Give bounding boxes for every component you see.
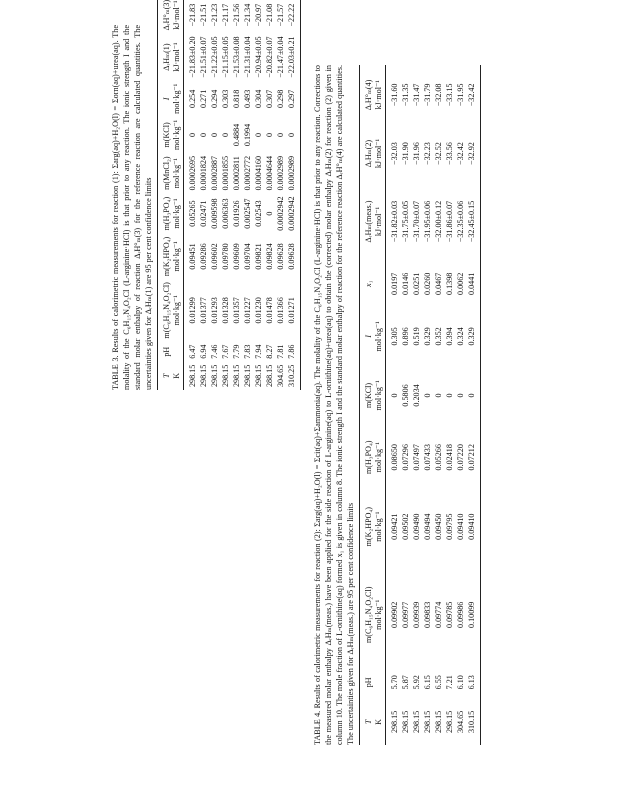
table4-cell: 0.02418 (445, 444, 454, 471)
table4-cell: −31.79 (423, 83, 432, 107)
table3-cell: 0 (221, 132, 230, 137)
table3-cell: 7.67 (221, 344, 230, 359)
table3-col-header: I (158, 81, 172, 117)
table3-cell: 0.303 (221, 89, 230, 108)
table3-cell: 0 (199, 132, 208, 137)
table3-cell: −20.94±0.05 (254, 36, 263, 78)
table3-cell: 298.15 (221, 364, 230, 387)
table3-cell: −21.83±0.20 (188, 36, 197, 78)
table3-cell: 298.15 (210, 364, 219, 387)
table3-cell: 0.01271 (286, 279, 301, 341)
table4-cell: 0.09421 (390, 513, 399, 540)
table3-cell: 0.493 (243, 89, 252, 108)
table3-cell: −21.51±0.07 (199, 36, 208, 78)
table4-cell: −33.56 (445, 142, 454, 165)
table3-col-unit: kJ·mol⁻¹ (171, 0, 184, 33)
table4-col-unit (373, 261, 386, 307)
table4-cell: 298.15 (445, 710, 454, 734)
table3-col-unit (171, 342, 184, 362)
table3-cell: 7.79 (232, 344, 241, 359)
table4-cell: 6.10 (456, 675, 465, 690)
table4-row (466, 65, 481, 745)
table3-cell: 0.818 (232, 89, 241, 108)
table4-cell: 0.09410 (456, 513, 465, 540)
table3-cell: −20.97 (254, 3, 263, 27)
table4-cell: 0 (445, 393, 454, 398)
table3-cell: 0.297 (286, 81, 301, 117)
table3-cell: 0.271 (199, 89, 208, 108)
table3-cell: 0.294 (210, 89, 219, 108)
table3-col-unit: mol·kg⁻¹ (171, 81, 184, 117)
table3-row (264, 0, 275, 390)
table4-cell: 0.09977 (401, 601, 410, 628)
table3-cell: 0 (265, 211, 274, 216)
table3-cell: 0.0001824 (199, 155, 208, 191)
table4-cell: 5.92 (412, 675, 421, 690)
table4-cell: 0.09795 (445, 513, 454, 540)
table3-header-row (158, 0, 172, 390)
table3-cell: 0.0002942 (276, 196, 285, 231)
table4-cell: 5.87 (401, 675, 410, 690)
table3-cell: −21.53±0.08 (232, 36, 241, 78)
table3-cell: 0.4884 (232, 123, 241, 147)
table4-cell: 0.1398 (445, 272, 454, 295)
table3-cell: 0.01377 (199, 297, 208, 324)
table3-body (184, 0, 301, 390)
table4-col-header: T (360, 699, 374, 745)
table3-cell: 0.05265 (188, 200, 197, 227)
table3-cell: 0 (254, 132, 263, 137)
table4-col-unit: mol·kg⁻¹ (373, 366, 386, 425)
table3-col-unit: mol·kg⁻¹ (171, 234, 184, 279)
table3-cell: 7.46 (210, 344, 219, 359)
table3-cell: 0.0004160 (254, 155, 263, 191)
table3-col-header: m(C₆H₁₅N₄O₂Cl) (158, 279, 172, 341)
table4-cell: −31.95 (456, 83, 465, 107)
table4-cell: 298.15 (434, 710, 443, 734)
table3-cell: 0.01926 (232, 200, 241, 227)
table4-cell: −31.96 (412, 142, 421, 165)
table3-cell: 310.25 (286, 362, 301, 390)
table3-cell: 8.27 (265, 344, 274, 359)
table4-cell: 0.0260 (423, 272, 432, 295)
table3 (157, 0, 301, 390)
table4-cell: 0.07212 (466, 425, 481, 490)
table3-col-unit: mol·kg⁻¹ (171, 117, 184, 153)
table3-cell: 0 (188, 132, 197, 137)
table4-col-unit: kJ·mol⁻¹ (373, 182, 386, 260)
table3-row (184, 0, 199, 390)
table3-cell: 0.01478 (265, 297, 274, 324)
table4-cell: −31.90 (401, 142, 410, 165)
table3-row (253, 0, 264, 390)
table4-cell: 0.05266 (434, 444, 443, 471)
table3-cell: −21.08 (265, 3, 274, 27)
table3-col-header: m(H₃PO₄) (158, 193, 172, 233)
table3-row (242, 0, 253, 390)
table4-row (411, 65, 422, 745)
table4-cell: 0.10099 (466, 564, 481, 666)
table4-col-unit: mol·kg⁻¹ (373, 307, 386, 366)
table3-cell: 0.0002887 (210, 155, 219, 191)
table4-row (455, 65, 466, 745)
table3-col-header: m(K₂HPO₄) (158, 234, 172, 279)
table3-cell: −21.22±0.05 (210, 36, 219, 78)
table4-col-unit: mol·kg⁻¹ (373, 490, 386, 564)
table4-cell: −32.42 (456, 142, 465, 165)
table3-col-unit: mol·kg⁻¹ (171, 153, 184, 193)
table3-cell: 7.83 (243, 344, 252, 359)
table3-cell: 0.01227 (243, 297, 252, 324)
table4-col-header: ΔᵣHₘ(2) (360, 125, 374, 183)
table4-cell: −31.82±0.03 (390, 200, 399, 243)
table3-cell: 0.0002989 (276, 155, 285, 191)
table4-col-unit: mol·kg⁻¹ (373, 564, 386, 666)
table3-cell: 0.01357 (232, 297, 241, 324)
table3-unit-row (171, 0, 184, 390)
table3-cell: 0.02543 (254, 200, 263, 227)
table4-col-header: pH (360, 666, 374, 699)
table4-col-header: m(C₆H₁₅N₄O₂Cl) (360, 564, 374, 666)
table4-cell: 0.324 (456, 327, 465, 346)
table3-cell: 0.02471 (199, 200, 208, 227)
table3-cell: 0.0002695 (188, 155, 197, 191)
table4-cell: 0.519 (412, 327, 421, 346)
table3-cell: 0.01293 (210, 297, 219, 324)
table3-cell: 0.09609 (232, 243, 241, 270)
table3-cell: 6.47 (188, 344, 197, 359)
table4-cell: 0.07296 (401, 444, 410, 471)
table3-cell: 0 (210, 132, 219, 137)
table3-cell: 298.15 (199, 364, 208, 387)
table3-cell: 288.15 (265, 364, 274, 387)
table3-col-unit: K (171, 362, 184, 390)
table3-cell: 0 (265, 132, 274, 137)
table3-col-header: ΔᵣHₘ(1) (158, 33, 172, 80)
table3-cell: 0.304 (254, 89, 263, 108)
table3-cell: 0.298 (276, 89, 285, 108)
table3-cell: 0.01328 (221, 297, 230, 324)
table3-cell: 0.0002811 (232, 156, 241, 191)
table4-cell: 6.15 (423, 675, 432, 690)
table3-cell: 0.009598 (210, 198, 219, 229)
table4-caption: TABLE 4. Results of calorimetric measurements for reaction (2): Σarg(aq)+H₂O(l) = Σcit(aq)+Σammonia(aq). The molality of the C₆H₁₅N₄O₂Cl (L-arginine·HCl) is that prior to any reaction. Corrections to the measured molar enthalpy ΔᵣHₘ(meas.) have been applied for the side reaction of L-arginine(aq) to L-ornithine(aq)+urea(aq) to obtain the (corrected) molar enthalpy ΔᵣHₘ(2) for reaction (2) given in column 10. The mole fraction of L-ornithine(aq) formed x₁ is given in column 8. The ionic strength I and the standard molar enthalpy of reaction for the reference reaction ΔᵣH°ₘ(4) are calculated quantities. The uncertainties given for ΔᵣHₘ(meas.) are 95 per cent confidence limits (313, 65, 355, 745)
table3-block (110, 0, 301, 390)
table3-cell: 0.006363 (221, 198, 230, 229)
table3-col-header: m(KCl) (158, 117, 172, 153)
table4-cell: 0 (466, 366, 481, 425)
table3-cell: 0 (276, 132, 285, 137)
table3-cell: 0.0002942 (286, 193, 301, 233)
table4-cell: 0.09490 (412, 513, 421, 540)
table3-cell: 0.09628 (276, 243, 285, 270)
table4-col-header: m(H₃PO₄) (360, 425, 374, 490)
table4-cell: −32.35±0.06 (456, 200, 465, 243)
table4-cell: −31.86±0.07 (445, 200, 454, 243)
table4-cell: −32.42 (466, 65, 481, 125)
table3-row (275, 0, 286, 390)
table3-cell: −20.82±0.07 (265, 36, 274, 78)
table3-cell: 0.0004644 (265, 155, 274, 191)
table4-cell: −31.47 (412, 83, 421, 107)
table4-cell: 0.5806 (401, 384, 410, 407)
table4-cell: 0.0146 (401, 272, 410, 295)
table3-cell: 298.15 (188, 364, 197, 387)
table4-cell: 5.70 (390, 675, 399, 690)
table4-cell: 6.55 (434, 675, 443, 690)
table3-cell: 0.09821 (254, 243, 263, 270)
table3-cell: −21.56 (232, 3, 241, 27)
table4-cell: 0.394 (445, 327, 454, 346)
table3-cell: 0.0001855 (221, 155, 230, 191)
table3-col-unit: mol·kg⁻¹ (171, 193, 184, 233)
table3-cell: −21.51 (199, 3, 208, 27)
table3-col-unit: mol·kg⁻¹ (171, 279, 184, 341)
table4-col-unit: kJ·mol⁻¹ (373, 125, 386, 183)
table4-row (400, 65, 411, 745)
table4-cell: 0 (423, 393, 432, 398)
table4-cell: −32.45±0.15 (466, 182, 481, 260)
table3-cell: 7.86 (286, 342, 301, 362)
table3-cell: −21.83 (188, 3, 197, 27)
table3-cell: 0.09704 (243, 243, 252, 270)
table3-row (286, 0, 301, 390)
table4-cell: −32.23 (423, 142, 432, 165)
table4-cell: 0.352 (434, 327, 443, 346)
table4-body (386, 65, 481, 745)
table3-row (220, 0, 231, 390)
table4-cell: 0.305 (390, 327, 399, 346)
table4-cell: 6.13 (466, 666, 481, 699)
table4-cell: −32.00±0.12 (434, 200, 443, 243)
table4-cell: 0.09939 (412, 601, 421, 628)
table4-row (422, 65, 433, 745)
table4-col-unit: K (373, 699, 386, 745)
table3-row (209, 0, 220, 390)
table3-col-header: ΔᵣH°ₘ(3) (158, 0, 172, 33)
table3-cell: −22.03±0.21 (286, 33, 301, 80)
table4-cell: 0 (390, 393, 399, 398)
table4-row (444, 65, 455, 745)
table4-col-unit: kJ·mol⁻¹ (373, 65, 386, 125)
table4-cell: 0.329 (466, 307, 481, 366)
table4-col-header: m(KCl) (360, 366, 374, 425)
table4-cell: 0.0441 (466, 261, 481, 307)
table3-cell: 0.0002772 (243, 155, 252, 191)
table3-cell: −21.23 (210, 3, 219, 27)
table3-cell: 304.65 (276, 364, 285, 387)
table3-cell: −22.22 (286, 0, 301, 33)
table4-block (312, 65, 481, 745)
table3-cell: 0.1994 (243, 123, 252, 147)
table4-cell: 0.2034 (412, 384, 421, 407)
table3-cell: 298.15 (254, 364, 263, 387)
table4-cell: 0.07497 (412, 444, 421, 471)
table4-cell: −31.35 (401, 83, 410, 107)
table4-cell: 0.09986 (456, 601, 465, 628)
table3-cell: 0.002547 (243, 198, 252, 229)
table3-cell: 0.09780 (221, 243, 230, 270)
table3-cell: 0.09602 (210, 243, 219, 270)
table3-cell: 6.94 (199, 344, 208, 359)
table3-cell: 298.15 (232, 364, 241, 387)
table4-cell: 0 (434, 393, 443, 398)
table4-cell: 0.09410 (466, 490, 481, 564)
table4-cell: 0.09502 (401, 513, 410, 540)
table4-cell: 0.896 (401, 327, 410, 346)
table4-cell: −33.15 (445, 83, 454, 107)
table3-cell: 0.09286 (199, 243, 208, 270)
table4-col-header: m(K₂HPO₄) (360, 490, 374, 564)
table4-cell: −32.08 (434, 83, 443, 107)
table3-col-header: T (158, 362, 172, 390)
table4-cell: −31.95±0.06 (423, 200, 432, 243)
table3-cell: 298.15 (243, 364, 252, 387)
table3-cell: −21.17 (221, 3, 230, 27)
table3-caption: TABLE 3. Results of calorimetric measurements for reaction (1): Σarg(aq)+H₂O(l) = Σorn(aq)+urea(aq). The molality of the C₆H₁₅N₄O₂Cl (L-arginine·HCl) is that prior to any reaction. The ionic strength I and the standard molar enthalpy of reaction ΔᵣH°ₘ(3) for the reference reaction are calculated quantities. The uncertainties given for ΔᵣHₘ(1) are 95 per cent confidence limits (111, 25, 153, 390)
table4-cell: 0 (456, 393, 465, 398)
table4-cell: 0.0062 (456, 272, 465, 295)
table3-cell: −21.34 (243, 3, 252, 27)
table3-cell: 0 (286, 117, 301, 153)
table4-col-header: I (360, 307, 374, 366)
table3-col-unit: kJ·mol⁻¹ (171, 33, 184, 80)
table3-cell: 0.09451 (188, 243, 197, 270)
table4-col-header: x₁ (360, 261, 374, 307)
table4-row (433, 65, 444, 745)
table4-cell: 0.0197 (390, 272, 399, 295)
table4-cell: 0.09774 (434, 601, 443, 628)
table3-row (198, 0, 209, 390)
table4-cell: −31.60 (390, 83, 399, 107)
table3-cell: 0.307 (265, 89, 274, 108)
table4-cell: 298.15 (412, 710, 421, 734)
table4-cell: −32.03 (390, 142, 399, 165)
table4-cell: 0.329 (423, 327, 432, 346)
table4-cell: 298.15 (423, 710, 432, 734)
table3-cell: 0.0002989 (286, 153, 301, 193)
table4-cell: 0.09902 (390, 601, 399, 628)
table4-cell: 0.09833 (423, 601, 432, 628)
table4-cell: 310.15 (466, 699, 481, 745)
table4-col-unit (373, 666, 386, 699)
table4 (359, 65, 481, 745)
table4-cell: −31.75±0.05 (401, 200, 410, 243)
table3-cell: −21.15±0.05 (221, 36, 230, 78)
table3-cell: 0.01230 (254, 297, 263, 324)
table3-cell: 7.94 (254, 344, 263, 359)
table4-col-unit: mol·kg⁻¹ (373, 425, 386, 490)
table4-cell: 298.15 (390, 710, 399, 734)
table4-unit-row (373, 65, 386, 745)
table3-cell: 0.09824 (265, 243, 274, 270)
table4-cell: 0.09450 (434, 513, 443, 540)
table3-cell: −21.57 (276, 3, 285, 27)
table4-row (386, 65, 401, 745)
table3-col-header: pH (158, 342, 172, 362)
table4-cell: 0.07433 (423, 444, 432, 471)
table4-cell: 0.0467 (434, 272, 443, 295)
table4-header-row (360, 65, 374, 745)
table3-cell: 0.09628 (286, 234, 301, 279)
table4-cell: 0.0251 (412, 272, 421, 295)
table3-col-header: m(MnCl₂) (158, 153, 172, 193)
table3-row (231, 0, 242, 390)
table3-cell: −21.31±0.04 (243, 36, 252, 78)
table4-cell: 7.21 (445, 675, 454, 690)
table3-cell: −21.47±0.04 (276, 36, 285, 78)
table4-col-header: ΔᵣH°ₘ(4) (360, 65, 374, 125)
table4-col-header: ΔᵣHₘ(meas.) (360, 182, 374, 260)
table4-cell: 0.09785 (445, 601, 454, 628)
table4-cell: −32.92 (466, 125, 481, 183)
table4-cell: 0.08650 (390, 444, 399, 471)
table4-cell: 0.07220 (456, 444, 465, 471)
table3-cell: 0.254 (188, 89, 197, 108)
table4-cell: 0.09494 (423, 513, 432, 540)
table4-cell: −32.52 (434, 142, 443, 165)
table3-cell: 0.01299 (188, 297, 197, 324)
table4-cell: 304.65 (456, 710, 465, 734)
table3-cell: 7.81 (276, 344, 285, 359)
table4-cell: −31.70±0.07 (412, 200, 421, 243)
table3-cell: 0.01366 (276, 297, 285, 324)
table4-cell: 298.15 (401, 710, 410, 734)
